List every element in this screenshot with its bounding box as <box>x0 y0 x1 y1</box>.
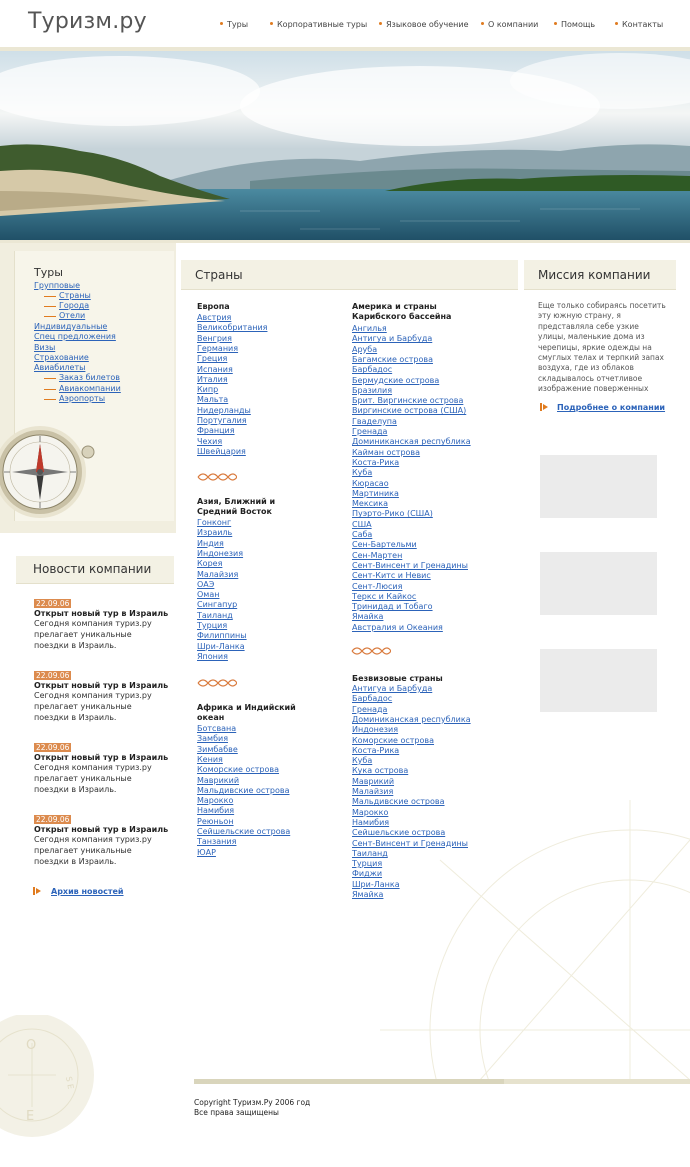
country-link[interactable]: Маврикий <box>352 776 395 786</box>
bullet-icon <box>379 22 382 25</box>
country-link[interactable]: Ангилья <box>352 324 387 333</box>
country-link[interactable]: Нидерланды <box>197 405 251 415</box>
banner-image <box>0 51 690 241</box>
sidebar-item-individual[interactable]: Индивидуальные <box>34 322 108 331</box>
country-link[interactable]: Гонконг <box>197 518 232 527</box>
country-link[interactable]: Ямайка <box>352 890 384 899</box>
compass-letter-diag: S E <box>64 1075 76 1090</box>
nav-item-language[interactable]: Языковое обучение <box>379 20 469 29</box>
country-link[interactable]: Коста-Рика <box>352 457 400 467</box>
news-item-title[interactable]: Открыт новый тур в Израиль <box>34 825 169 834</box>
footer-rights: Все права защищены <box>194 1108 279 1117</box>
country-link[interactable]: Саба <box>352 530 373 539</box>
country-link[interactable]: Коморские острова <box>352 735 435 745</box>
country-link[interactable]: Венгрия <box>197 333 232 343</box>
country-link[interactable]: Оман <box>197 590 220 600</box>
country-link[interactable]: Филиппины <box>197 631 247 641</box>
sidebar-item-airlines[interactable]: Авиакомпании <box>59 384 121 393</box>
ornament-icon <box>197 471 237 483</box>
country-link[interactable]: Танзания <box>197 837 237 847</box>
news-item-title[interactable]: Открыт новый тур в Израиль <box>34 609 169 618</box>
bullet-icon <box>554 22 557 25</box>
dash-icon <box>44 306 56 307</box>
footer-divider-accent <box>194 1079 504 1084</box>
country-link[interactable]: ЮАР <box>197 847 216 857</box>
country-link[interactable]: Антигуа и Барбуда <box>352 684 433 693</box>
country-link[interactable]: Малайзия <box>197 569 239 579</box>
country-link[interactable]: Гваделупа <box>352 416 397 426</box>
ad-banner[interactable] <box>540 649 657 712</box>
country-link[interactable]: Сингапур <box>197 600 238 610</box>
country-link[interactable]: Сен-Бартельми <box>352 540 417 550</box>
sidebar-item-tickets[interactable]: Заказ билетов <box>59 373 120 382</box>
country-link[interactable]: Чехия <box>197 436 223 446</box>
nav-item-tours[interactable]: Туры <box>220 20 248 29</box>
country-link[interactable]: Маврикий <box>197 775 240 785</box>
sidebar-item-airports[interactable]: Аэропорты <box>59 394 106 403</box>
sidebar-item-group[interactable]: Групповые <box>34 281 80 290</box>
country-link[interactable]: Гренада <box>352 427 388 436</box>
mission-title: Миссия компании <box>538 268 651 282</box>
nav-item-help[interactable]: Помощь <box>554 20 595 29</box>
seascape-illustration <box>0 51 690 241</box>
country-link[interactable]: Теркс и Кайкос <box>352 591 417 601</box>
country-link[interactable]: Марокко <box>352 807 389 817</box>
bullet-icon <box>481 22 484 25</box>
country-link[interactable]: Марокко <box>197 796 234 806</box>
country-link[interactable]: Гренада <box>352 704 388 714</box>
country-link[interactable]: Сейшельские острова <box>352 828 446 838</box>
footer-copyright: Copyright Туризм.Ру 2006 год <box>194 1098 311 1107</box>
country-link[interactable]: Ямайка <box>352 612 384 622</box>
country-link[interactable]: Мальта <box>197 395 229 405</box>
country-link[interactable]: Турция <box>197 621 228 630</box>
country-link[interactable]: Реюньон <box>197 816 234 826</box>
country-link[interactable]: Тринидад и Тобаго <box>352 602 433 612</box>
country-link[interactable]: ОАЭ <box>197 579 215 589</box>
country-link[interactable]: Мальдивские острова <box>197 785 290 795</box>
country-link[interactable]: Португалия <box>197 416 247 425</box>
mission-header <box>524 260 676 290</box>
country-link[interactable]: Мальдивские острова <box>352 797 445 807</box>
region-title: Безвизовые страны <box>352 674 443 683</box>
country-link[interactable]: Замбия <box>197 734 229 744</box>
news-archive-link[interactable]: Архив новостей <box>51 887 124 896</box>
country-link[interactable]: Индия <box>197 538 224 548</box>
country-link[interactable]: Сент-Винсент и Гренадины <box>352 838 468 848</box>
country-link[interactable]: Бразилия <box>352 385 393 395</box>
news-date-badge: 22.09.06 <box>36 815 70 824</box>
arrow-right-icon <box>33 887 41 895</box>
country-link[interactable]: Брит. Виргинские острова <box>352 396 464 406</box>
compass-rose-watermark <box>380 800 690 1080</box>
sidebar-title: Туры <box>34 266 63 279</box>
country-link[interactable]: Германия <box>197 343 239 353</box>
country-link[interactable]: Сент-Винсент и Гренадины <box>352 560 468 570</box>
news-item-title[interactable]: Открыт новый тур в Израиль <box>34 681 169 690</box>
country-link[interactable]: Намибия <box>197 806 235 816</box>
header <box>0 0 690 50</box>
sidebar-item-visas[interactable]: Визы <box>34 343 56 352</box>
news-title: Новости компании <box>33 562 152 576</box>
region-title: Азия, Ближний и Средний Восток <box>197 497 276 517</box>
dash-icon <box>44 378 56 379</box>
country-link[interactable]: Шри-Ланка <box>197 641 245 651</box>
country-link[interactable]: Израиль <box>197 528 233 538</box>
country-link[interactable]: Коста-Рика <box>352 745 400 755</box>
region-title: Африка и Индийский океан <box>197 703 296 723</box>
country-link[interactable]: Австралия и Океания <box>352 622 443 632</box>
dash-icon <box>44 389 56 390</box>
country-link[interactable]: Барбадос <box>352 365 393 375</box>
country-link[interactable]: Япония <box>197 651 228 661</box>
country-link[interactable]: Бермудские острова <box>352 375 440 385</box>
country-link[interactable]: Кипр <box>197 385 219 395</box>
site-logo[interactable]: Туризм.ру <box>28 9 147 34</box>
compass-icon <box>0 412 100 522</box>
country-link[interactable]: Швейцария <box>197 446 246 456</box>
country-link[interactable]: Кения <box>197 754 223 764</box>
country-link[interactable]: Фиджи <box>352 869 383 879</box>
news-item-text: Сегодня компания туриз.ру прелагает уникальные поездки в Израиль. <box>34 691 152 722</box>
country-link[interactable]: Доминиканская республика <box>352 437 471 447</box>
about-company-link[interactable]: Подробнее о компании <box>557 403 666 412</box>
country-link[interactable]: Антигуа и Барбуда <box>352 334 433 344</box>
region-title: Европа <box>197 302 230 311</box>
nav-item-corporate[interactable]: Корпоративные туры <box>270 20 367 29</box>
country-link[interactable]: Таиланд <box>352 848 388 858</box>
country-link[interactable]: Зимбабве <box>197 744 238 754</box>
sidebar-item-flights[interactable]: Авиабилеты <box>34 363 86 372</box>
compass-watermark-icon <box>0 1015 100 1165</box>
country-link[interactable]: Куба <box>352 756 373 766</box>
country-link[interactable]: Шри-Ланка <box>352 879 400 889</box>
news-header <box>16 556 174 584</box>
country-link[interactable]: Сент-Люсия <box>352 581 403 591</box>
dash-icon <box>44 316 56 317</box>
news-item-text: Сегодня компания туриз.ру прелагает уникальные поездки в Израиль. <box>34 763 152 794</box>
country-link[interactable]: Доминиканская республика <box>352 714 471 724</box>
country-link[interactable]: Греция <box>197 354 228 364</box>
dash-icon <box>44 399 56 400</box>
bullet-icon <box>220 22 223 25</box>
country-link[interactable]: Австрия <box>197 313 232 322</box>
sidebar-item-special[interactable]: Спец предложения <box>34 332 116 341</box>
country-link[interactable]: Коморские острова <box>197 765 280 775</box>
bullet-icon <box>615 22 618 25</box>
ornament-icon <box>197 677 237 689</box>
country-link[interactable]: Ботсвана <box>197 724 237 733</box>
dash-icon <box>44 296 56 297</box>
country-link[interactable]: Великобритания <box>197 323 268 333</box>
countries-title: Страны <box>195 268 243 282</box>
news-item-text: Сегодня компания туриз.ру прелагает уникальные поездки в Израиль. <box>34 835 152 866</box>
country-link[interactable]: Таиланд <box>197 610 233 620</box>
country-link[interactable]: Италия <box>197 374 228 384</box>
nav-item-about[interactable]: О компании <box>481 20 538 29</box>
compass-letter-top: O <box>26 1038 37 1053</box>
country-link[interactable]: Корея <box>197 559 223 569</box>
country-link[interactable]: Пуэрто-Рико (США) <box>352 509 433 519</box>
news-date-badge: 22.09.06 <box>36 743 70 752</box>
country-link[interactable]: Франция <box>197 426 235 436</box>
country-link[interactable]: Индонезия <box>197 548 244 558</box>
news-date-badge: 22.09.06 <box>36 599 70 608</box>
sidebar-item-hotels[interactable]: Отели <box>59 311 86 320</box>
country-link[interactable]: Кайман острова <box>352 447 421 457</box>
news-item-text: Сегодня компания туриз.ру прелагает уникальные поездки в Израиль. <box>34 619 152 650</box>
top-nav <box>0 20 690 34</box>
countries-header <box>181 260 518 290</box>
country-link[interactable]: США <box>352 519 372 529</box>
country-link[interactable]: Намибия <box>352 817 390 827</box>
sidebar-item-insurance[interactable]: Страхование <box>34 353 89 362</box>
country-link[interactable]: Сен-Мартен <box>352 550 403 560</box>
ad-banner[interactable] <box>540 552 657 615</box>
country-link[interactable]: Индонезия <box>352 725 399 735</box>
news-date-badge: 22.09.06 <box>36 671 70 680</box>
country-link[interactable]: Сейшельские острова <box>197 827 291 836</box>
bullet-icon <box>270 22 273 25</box>
arrow-right-icon <box>540 403 548 411</box>
country-link[interactable]: Багамские острова <box>352 354 433 364</box>
region-title: Америка и страны Карибского бассейна <box>352 302 452 322</box>
sidebar-item-cities[interactable]: Города <box>59 301 90 310</box>
country-link[interactable]: Малайзия <box>352 787 394 796</box>
country-link[interactable]: Кука острова <box>352 766 409 776</box>
compass-letter-bottom: E <box>26 1109 35 1124</box>
country-link[interactable]: Виргинские острова (США) <box>352 406 467 416</box>
country-link[interactable]: Мексика <box>352 499 388 509</box>
news-item-title[interactable]: Открыт новый тур в Израиль <box>34 753 169 762</box>
country-link[interactable]: Сент-Китс и Невис <box>352 571 431 581</box>
country-link[interactable]: Барбадос <box>352 694 393 704</box>
sidebar-item-countries[interactable]: Страны <box>59 291 91 300</box>
country-link[interactable]: Турция <box>352 859 383 869</box>
country-link[interactable]: Аруба <box>352 344 378 354</box>
mission-text: Еще только собираясь посетить эту южную страну, я представляла себе узкие улицы, маленькие дома из черепицы, яркие одежды на смуглых телах и терпкий запах воздуха, где из облаков складывалось отчетливое изображение поверженных <box>538 301 666 394</box>
ad-banner[interactable] <box>540 455 657 518</box>
nav-item-contacts[interactable]: Контакты <box>615 20 663 29</box>
ornament-icon <box>351 645 391 657</box>
country-link[interactable]: Испания <box>197 364 233 374</box>
country-link[interactable]: Кюрасао <box>352 478 389 488</box>
country-link[interactable]: Куба <box>352 468 373 478</box>
country-link[interactable]: Мартиника <box>352 488 399 498</box>
